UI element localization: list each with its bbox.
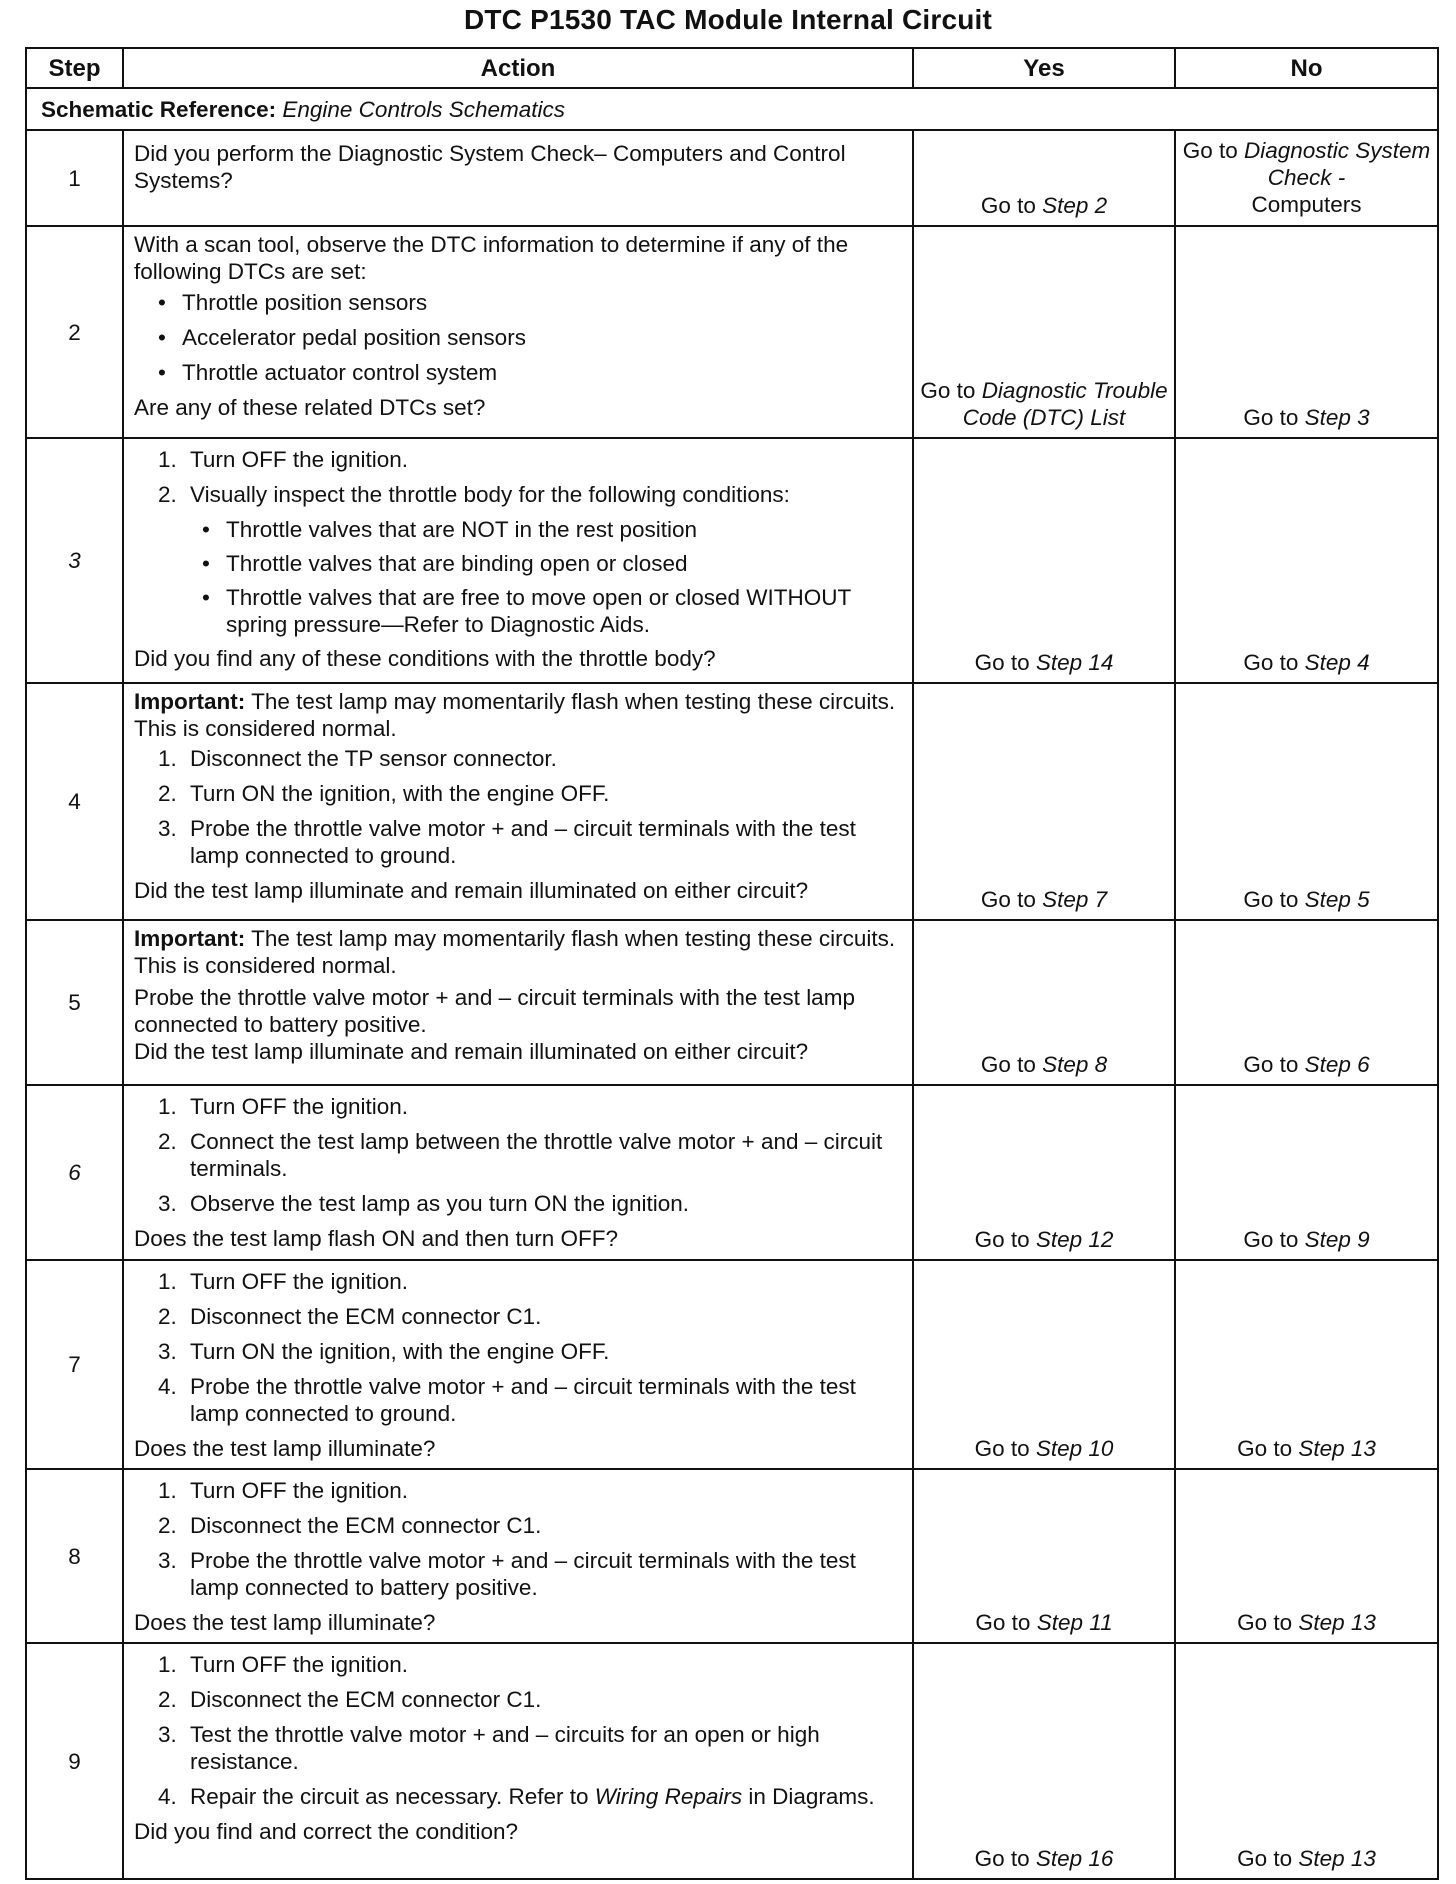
list-item: 3. Probe the throttle valve motor + and – circuit terminals with the test lamp connected to battery positive. <box>158 1548 856 1600</box>
procedure-list <box>134 1651 902 1810</box>
step-action <box>123 1643 913 1879</box>
procedure-list <box>134 745 902 869</box>
schematic-reference <box>26 88 1438 130</box>
list-item: 1. Turn OFF the ignition. <box>158 1094 409 1119</box>
step-number: 3 <box>26 438 123 683</box>
list-item: 3. Observe the test lamp as you turn ON the ignition. <box>158 1191 689 1216</box>
schematic-label: Schematic Reference: <box>41 96 277 122</box>
step-action <box>123 438 913 683</box>
list-item: 4. Repair the circuit as necessary. Refer to Wiring Repairs in Diagrams. <box>158 1784 875 1809</box>
procedure-list <box>134 1093 902 1217</box>
no-cell <box>1175 1643 1438 1879</box>
no-link[interactable]: Step 13 <box>1298 1436 1376 1461</box>
step-question: Did you find any of these conditions with the throttle body? <box>134 646 716 671</box>
step-row-9 <box>26 1643 1438 1879</box>
step-number: 2 <box>26 226 123 438</box>
goto-label: Go to <box>974 650 1030 675</box>
no-link[interactable]: Step 3 <box>1304 405 1370 430</box>
goto-label: Go to <box>1243 887 1299 912</box>
no-link[interactable]: Step 13 <box>1298 1610 1376 1635</box>
step-action <box>123 1085 913 1260</box>
step-row-1 <box>26 130 1438 226</box>
schematic-reference-row <box>26 88 1438 130</box>
goto-label: Go to <box>974 1436 1030 1461</box>
step-action <box>123 683 913 920</box>
yes-link[interactable]: Diagnostic Trouble Code (DTC) List <box>962 378 1168 430</box>
no-cell <box>1175 226 1438 438</box>
step-row-5 <box>26 920 1438 1085</box>
yes-link[interactable]: Step 11 <box>1036 1610 1113 1635</box>
header-yes: Yes <box>913 48 1175 88</box>
list-item: 2. Disconnect the ECM connector C1. <box>158 1687 542 1712</box>
goto-label: Go to <box>980 887 1036 912</box>
page-title: DTC P1530 TAC Module Internal Circuit <box>463 4 993 35</box>
no-cell <box>1175 683 1438 920</box>
important-note: Important: The test lamp may momentarily flash when testing these circuits. This is considered normal. <box>134 689 896 741</box>
step-number: 4 <box>26 683 123 920</box>
list-item: 3. Turn ON the ignition, with the engine OFF. <box>158 1339 610 1364</box>
list-item: • Throttle valves that are NOT in the rest position <box>134 516 902 543</box>
list-item: 3. Probe the throttle valve motor + and – circuit terminals with the test lamp connected to ground. <box>158 816 856 868</box>
procedure-list <box>134 446 902 508</box>
header-action: Action <box>123 48 913 88</box>
step-question: Does the test lamp illuminate? <box>134 1436 436 1461</box>
list-item: 2. Disconnect the ECM connector C1. <box>158 1304 542 1329</box>
wiring-repairs-link[interactable]: Wiring Repairs <box>594 1784 743 1809</box>
list-item: 4. Probe the throttle valve motor + and – circuit terminals with the test lamp connected to ground. <box>158 1374 856 1426</box>
goto-label: Go to <box>975 1610 1031 1635</box>
no-tail: Computers <box>1251 192 1362 217</box>
goto-label: Go to <box>980 193 1036 218</box>
yes-cell <box>913 1260 1175 1469</box>
list-item: • Throttle actuator control system <box>134 359 902 386</box>
goto-label: Go to <box>1243 1052 1299 1077</box>
no-cell <box>1175 1469 1438 1643</box>
step-number: 6 <box>26 1085 123 1260</box>
no-cell <box>1175 438 1438 683</box>
procedure-list <box>134 1268 902 1427</box>
step-row-7 <box>26 1260 1438 1469</box>
step-number: 8 <box>26 1469 123 1643</box>
no-link[interactable]: Diagnostic System Check - <box>1243 138 1431 190</box>
header-no: No <box>1175 48 1438 88</box>
goto-label: Go to <box>1243 1227 1299 1252</box>
list-item: • Throttle valves that are binding open or closed <box>134 550 902 577</box>
list-item: 1. Disconnect the TP sensor connector. <box>158 746 557 771</box>
step-intro: With a scan tool, observe the DTC information to determine if any of the following DTCs are set: <box>134 232 849 284</box>
list-item: • Throttle valves that are free to move open or closed WITHOUT spring pressure—Refer to Diagnostic Aids. <box>134 584 902 638</box>
goto-label: Go to <box>1237 1846 1293 1871</box>
step-number: 5 <box>26 920 123 1085</box>
step-action <box>123 130 913 226</box>
no-cell <box>1175 920 1438 1085</box>
goto-label: Go to <box>974 1846 1030 1871</box>
no-cell <box>1175 1085 1438 1260</box>
goto-label: Go to <box>980 1052 1036 1077</box>
step-question: Did you find and correct the condition? <box>134 1819 518 1844</box>
list-item: 2. Visually inspect the throttle body for the following conditions: <box>158 482 790 507</box>
list-item: 1. Turn OFF the ignition. <box>158 1269 409 1294</box>
yes-cell <box>913 920 1175 1085</box>
list-item: 1. Turn OFF the ignition. <box>158 1652 409 1677</box>
yes-cell <box>913 438 1175 683</box>
step-action <box>123 920 913 1085</box>
step-action <box>123 1260 913 1469</box>
list-item: 3. Test the throttle valve motor + and – circuits for an open or high resistance. <box>158 1722 820 1774</box>
step-question: Does the test lamp flash ON and then turn OFF? <box>134 1226 618 1251</box>
schematic-link[interactable]: Engine Controls Schematics <box>282 96 566 122</box>
list-item: 1. Turn OFF the ignition. <box>158 1478 409 1503</box>
list-item: 2. Connect the test lamp between the throttle valve motor + and – circuit terminals. <box>158 1129 883 1181</box>
step-question: Did the test lamp illuminate and remain illuminated on either circuit? <box>134 878 809 903</box>
step-action <box>123 226 913 438</box>
no-link[interactable]: Step 4 <box>1304 650 1370 675</box>
yes-link[interactable]: Step 10 <box>1035 1436 1114 1461</box>
yes-cell <box>913 683 1175 920</box>
step-number: 7 <box>26 1260 123 1469</box>
no-cell <box>1175 1260 1438 1469</box>
list-item: 1. Turn OFF the ignition. <box>158 447 409 472</box>
goto-label: Go to <box>1243 405 1299 430</box>
step-question: Did the test lamp illuminate and remain illuminated on either circuit? <box>134 1039 809 1064</box>
list-item: 2. Disconnect the ECM connector C1. <box>158 1513 542 1538</box>
step-row-6 <box>26 1085 1438 1260</box>
list-item: • Throttle position sensors <box>134 289 902 316</box>
no-link[interactable]: Step 13 <box>1298 1846 1376 1871</box>
step-row-2 <box>26 226 1438 438</box>
yes-link[interactable]: Step 8 <box>1042 1052 1108 1077</box>
procedure-list <box>134 1477 902 1601</box>
step-row-3 <box>26 438 1438 683</box>
yes-link[interactable]: Step 2 <box>1042 193 1108 218</box>
no-cell <box>1175 130 1438 226</box>
goto-label: Go to <box>974 1227 1030 1252</box>
dtc-list <box>134 289 902 386</box>
step-question: Does the test lamp illuminate? <box>134 1610 436 1635</box>
step-question: Did you perform the Diagnostic System Check– Computers and Control Systems? <box>134 141 846 193</box>
goto-label: Go to <box>1237 1610 1293 1635</box>
yes-cell <box>913 226 1175 438</box>
yes-cell <box>913 1643 1175 1879</box>
yes-link[interactable]: Step 16 <box>1035 1846 1114 1871</box>
list-item: • Accelerator pedal position sensors <box>134 324 902 351</box>
header-row <box>26 48 1438 88</box>
step-number: 1 <box>26 130 123 226</box>
yes-cell <box>913 1085 1175 1260</box>
no-link[interactable]: Step 6 <box>1304 1052 1370 1077</box>
step-action <box>123 1469 913 1643</box>
condition-list <box>134 516 902 638</box>
list-item: 2. Turn ON the ignition, with the engine OFF. <box>158 781 610 806</box>
yes-link[interactable]: Step 12 <box>1035 1227 1114 1252</box>
diagnostic-table <box>25 47 1439 1880</box>
no-link[interactable]: Step 9 <box>1304 1227 1370 1252</box>
yes-link[interactable]: Step 7 <box>1042 887 1108 912</box>
step-row-4 <box>26 683 1438 920</box>
goto-label: Go to <box>1182 138 1238 163</box>
step-question: Are any of these related DTCs set? <box>134 395 486 420</box>
yes-link[interactable]: Step 14 <box>1035 650 1114 675</box>
yes-cell <box>913 1469 1175 1643</box>
important-note: Important: The test lamp may momentarily flash when testing these circuits. This is considered normal. <box>134 926 896 978</box>
goto-label: Go to <box>920 378 976 403</box>
yes-cell <box>913 130 1175 226</box>
header-step: Step <box>26 48 123 88</box>
goto-label: Go to <box>1237 1436 1293 1461</box>
step-number: 9 <box>26 1643 123 1879</box>
goto-label: Go to <box>1243 650 1299 675</box>
step-instruction: Probe the throttle valve motor + and – circuit terminals with the test lamp connected to battery positive. <box>134 985 855 1037</box>
step-row-8 <box>26 1469 1438 1643</box>
no-link[interactable]: Step 5 <box>1304 887 1370 912</box>
